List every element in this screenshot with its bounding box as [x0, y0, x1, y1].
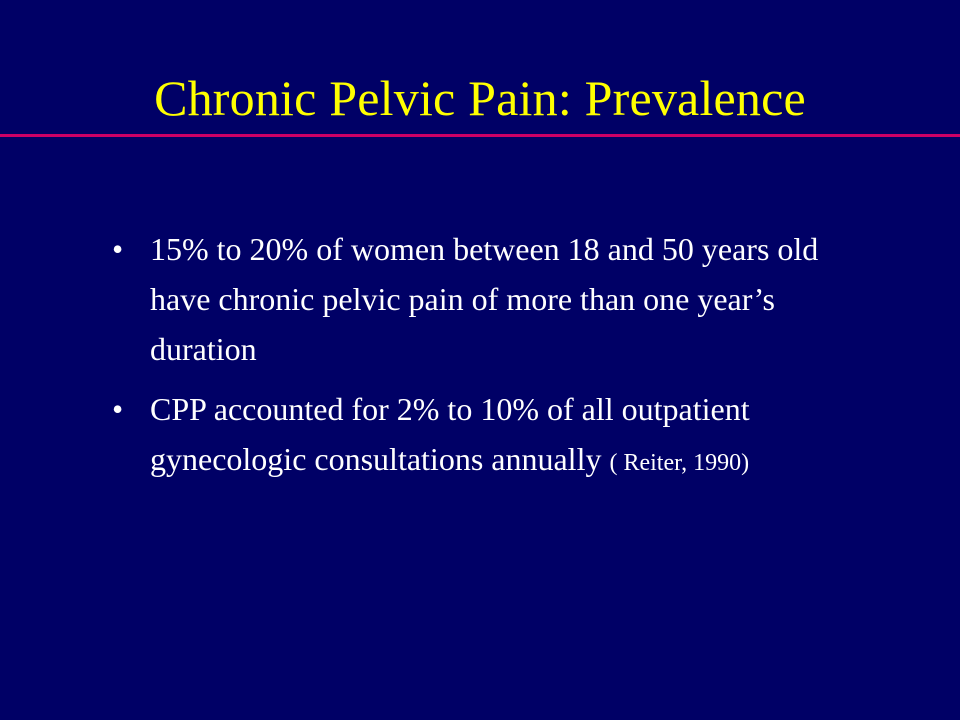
bullet-item [112, 384, 852, 488]
citation: ( Reiter, 1990) [609, 450, 750, 476]
bullet-item [112, 224, 852, 374]
title-divider [0, 134, 960, 137]
bullet-marker: • [112, 231, 124, 267]
bullet-list [112, 224, 852, 498]
slide-title: Chronic Pelvic Pain: Prevalence [154, 70, 806, 126]
bullet-text: 15% to 20% of women between 18 and 50 years old have chronic pelvic pain of more than one year’s duration [150, 231, 819, 367]
bullet-marker: • [112, 391, 124, 427]
bullet-text: CPP accounted for 2% to 10% of all outpatient gynecologic consultations annually [150, 391, 750, 477]
